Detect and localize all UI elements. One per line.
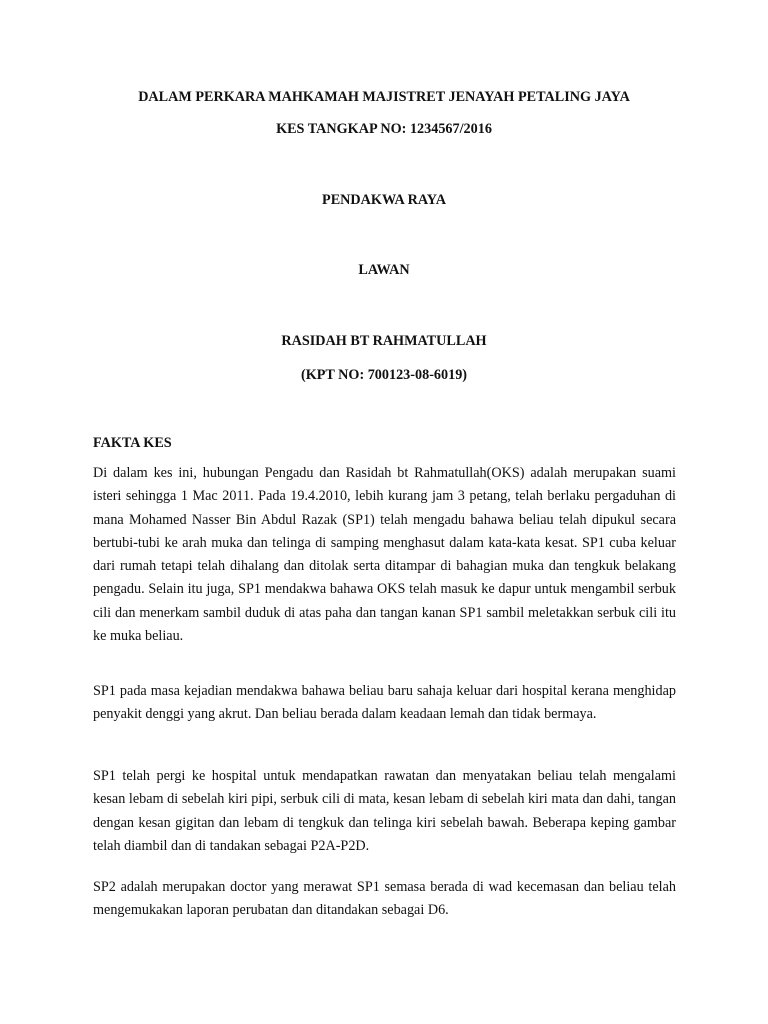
versus-label: LAWAN <box>358 262 410 278</box>
court-title: DALAM PERKARA MAHKAMAH MAJISTRET JENAYAH PETALING JAYA <box>138 89 630 105</box>
case-number: KES TANGKAP NO: 1234567/2016 <box>276 121 492 137</box>
paragraph-2: SP1 pada masa kejadian mendakwa bahawa beliau baru sahaja keluar dari hospital kerana menghidap penyakit denggi yang akrut. Dan beliau berada dalam keadaan lemah dan tidak bermaya. <box>93 683 676 723</box>
accused-name: RASIDAH BT RAHMATULLAH <box>281 333 487 349</box>
section-heading-fakta-kes: FAKTA KES <box>93 435 172 451</box>
paragraph-1: Di dalam kes ini, hubungan Pengadu dan Rasidah bt Rahmatullah(OKS) adalah merupakan suami isteri sehingga 1 Mac 2011. Pada 19.4.2010, lebih kurang jam 3 petang, telah berlaku pergaduhan di mana Mohamed Nasser Bin Abdul Razak (SP1) telah mengadu bahawa beliau telah dipukul secara bertubi-tubi ke arah muka dan telinga di samping menghasut dalam kata-kata kesat. SP1 cuba keluar dari rumah tetapi telah dihalang dan ditolak serta ditampar di bahagian muka dan tengkuk belakang pengadu. Selain itu juga, SP1 mendakwa bahawa OKS telah masuk ke dapur untuk mengambil serbuk cili dan menerkam sambil duduk di atas paha dan tangan kanan SP1 sambil meletakkan serbuk cili itu ke muka beliau. <box>93 465 676 645</box>
prosecutor-label: PENDAKWA RAYA <box>322 192 446 208</box>
paragraph-3: SP1 telah pergi ke hospital untuk mendapatkan rawatan dan menyatakan beliau telah mengalami kesan lebam di sebelah kiri pipi, serbuk cili di mata, kesan lebam di sebelah kiri mata dan dahi, tangan dengan kesan gigitan dan lebam di tengkuk dan telinga kiri sebelah bawah. Beberapa keping gambar telah diambil dan di tandakan sebagai P2A-P2D. <box>93 768 676 854</box>
accused-id-number: (KPT NO: 700123-08-6019) <box>300 367 468 383</box>
paragraph-4: SP2 adalah merupakan doctor yang merawat SP1 semasa berada di wad kecemasan dan beliau telah mengemukakan laporan perubatan dan ditandakan sebagai D6. <box>93 879 676 919</box>
